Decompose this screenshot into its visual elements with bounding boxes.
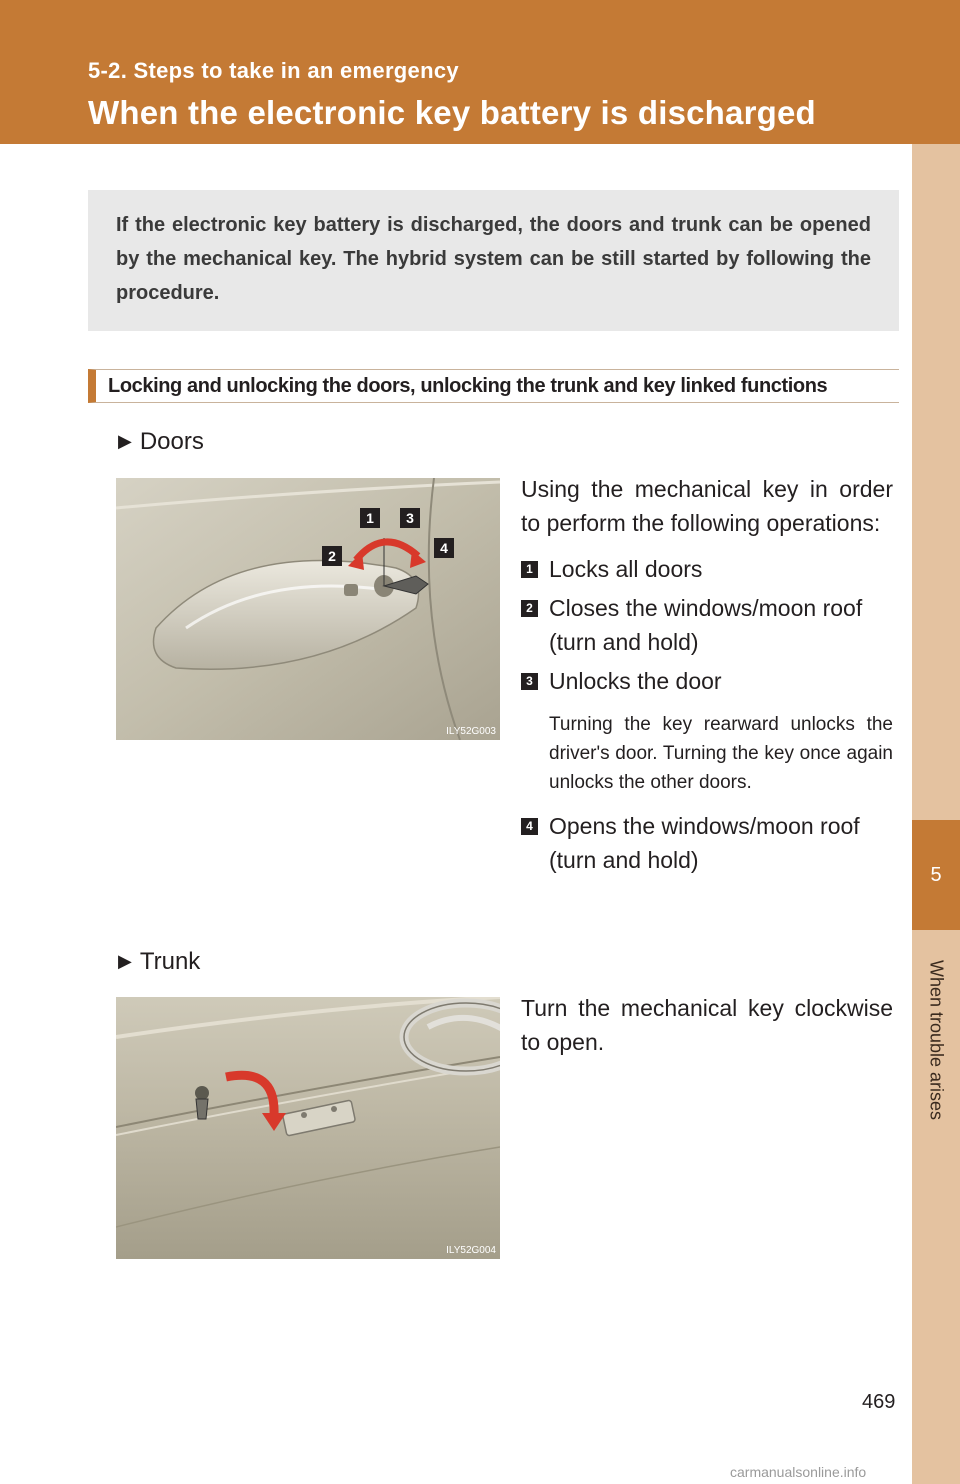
number-badge: 3: [521, 673, 538, 690]
list-item-text: Unlocks the door: [549, 668, 722, 694]
door-handle-figure: [116, 478, 500, 740]
list-item-text: Opens the windows/moon roof (turn and hold): [549, 813, 860, 873]
trunk-heading-text: Trunk: [139, 948, 201, 975]
list-item: [521, 591, 893, 659]
section-label: 5-2. Steps to take in an emergency: [88, 58, 459, 83]
callout-4: 4: [440, 540, 448, 556]
list-item: [521, 809, 893, 877]
list-item-text: Locks all doors: [549, 556, 703, 582]
doors-description: Using the mechanical key in order to perform the following operations:: [521, 476, 893, 536]
list-item: [521, 664, 893, 698]
subheading: Locking and unlocking the doors, unlocking the trunk and key linked functions: [88, 369, 899, 403]
doors-text-column: [521, 472, 893, 877]
callout-3: 3: [406, 510, 414, 526]
side-tab-strip: [912, 144, 960, 1484]
page-title: When the electronic key battery is discharged: [88, 94, 816, 131]
triangle-bullet-icon: ▶: [118, 431, 132, 451]
figure-code: ILY52G003: [446, 726, 496, 737]
intro-text: If the electronic key battery is discharged, the doors and trunk can be opened by the mechanical key. The hybrid system can be still started by following the procedure.: [116, 214, 871, 304]
doors-heading: [118, 428, 204, 456]
trunk-description: Turn the mechanical key clockwise to open.: [521, 995, 893, 1055]
chapter-number: 5: [930, 863, 942, 886]
trunk-heading: [118, 948, 200, 976]
callout-2: 2: [328, 548, 336, 564]
chapter-number-tab: [912, 820, 960, 930]
chapter-title: When trouble arises: [926, 959, 947, 1121]
doors-note: Turning the key rearward unlocks the driver's door. Turning the key once again unlocks the other doors.: [549, 714, 893, 793]
trunk-illustration: [116, 997, 500, 1259]
page-header: [0, 0, 960, 144]
trunk-text-column: [521, 991, 893, 1059]
watermark: carmanualsonline.info: [730, 1464, 867, 1480]
figure-code: ILY52G004: [446, 1245, 496, 1256]
page-number: 469: [862, 1391, 896, 1413]
number-badge: 2: [521, 600, 538, 617]
list-item: [521, 552, 893, 586]
list-item-text: Closes the windows/moon roof (turn and hold): [549, 595, 863, 655]
number-badge: 4: [521, 818, 538, 835]
door-handle-illustration: [116, 478, 500, 740]
trunk-figure: [116, 997, 500, 1259]
number-badge: 1: [521, 561, 538, 578]
callout-1: 1: [366, 510, 374, 526]
doors-heading-text: Doors: [139, 428, 204, 455]
intro-box: [88, 190, 899, 331]
triangle-bullet-icon: ▶: [118, 951, 132, 971]
